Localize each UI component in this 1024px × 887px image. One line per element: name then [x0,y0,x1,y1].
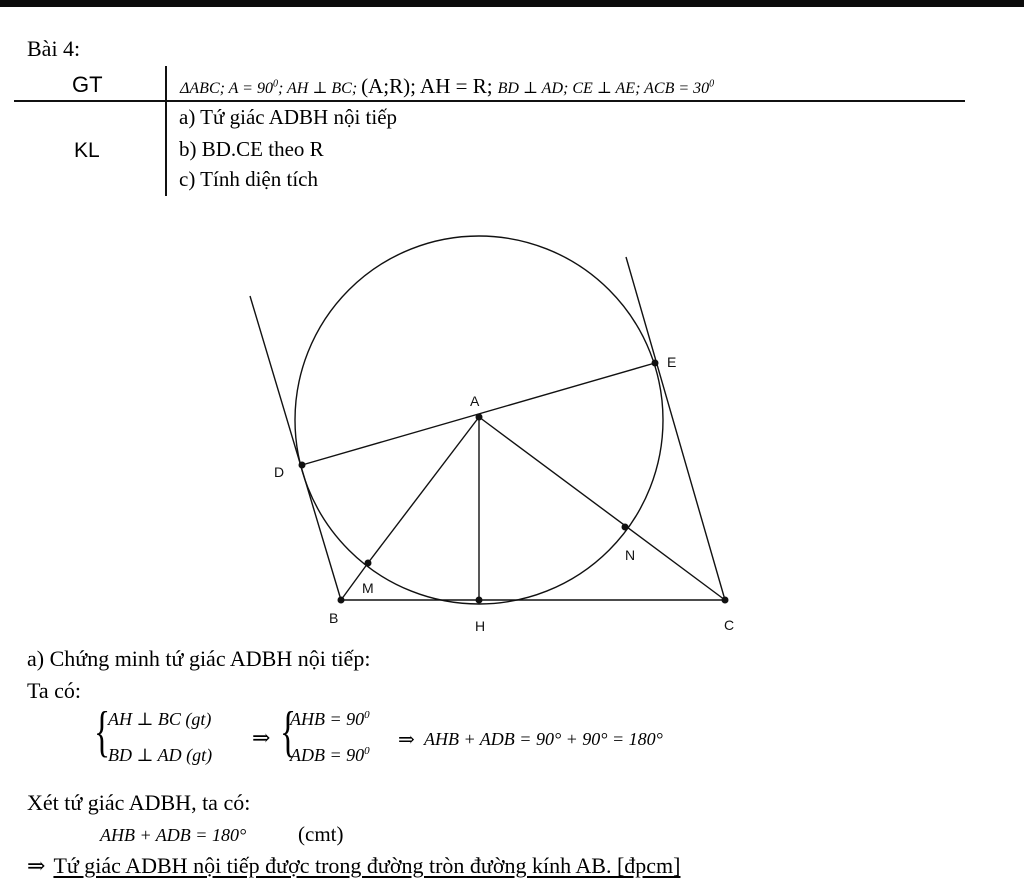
label-d: D [274,464,285,480]
segment-ac [479,417,725,600]
system1-line1: AH ⊥ BC (gt) [108,709,212,729]
conclusion-item-b: b) BD.CE theo R [179,137,324,161]
system-brace-right: { [280,701,297,763]
tangent-line-d [250,296,341,600]
system2-line2: ADB = $90^0$ [290,745,370,765]
angle-sum-result: AHB + ADB = 90° + 90° = 180° [424,729,663,749]
system2-line1: AHB = $90^0$ [290,709,370,729]
implies-arrow-conclusion: ⇒ [27,853,46,878]
conclusion-item-c: c) Tính diện tích [179,167,318,191]
label-e: E [667,354,677,370]
label-m: M [362,580,374,596]
point-a [476,414,483,421]
kl-label: KL [74,139,100,162]
problem-title: Bài 4: [27,36,81,61]
gt-right-angle: $A = 90^0$ [228,78,278,97]
solution-intro: Ta có: [27,678,82,703]
gt-bd-perp: BD ⊥ AD [497,80,563,97]
point-h [476,597,483,604]
point-e [652,360,659,367]
gt-angle-acb: ACB = $30^0$ [644,78,715,97]
point-b [338,597,345,604]
label-b: B [329,610,339,626]
angle-sum-equation: AHB + ADB = 180° [100,825,247,845]
system1-line2: BD ⊥ AD (gt) [108,745,213,765]
tangent-line-e [626,257,725,600]
solution-heading: a) Chứng minh tứ giác ADBH nội tiếp: [27,646,371,671]
point-d [299,462,306,469]
label-c: C [724,617,735,633]
gt-label: GT [72,72,103,97]
cmt-note: (cmt) [298,822,344,846]
conclusion-line [27,853,680,879]
label-n: N [625,547,636,563]
gt-circle: (A;R); AH = R; [361,74,493,98]
point-m [365,560,372,567]
system-brace-left: { [94,701,111,763]
label-h: H [475,618,486,634]
conclusion-text: Tứ giác ADBH nội tiếp được trong đường tròn đường kính AB. [đpcm] [53,853,681,878]
label-a: A [470,393,480,409]
point-n [622,524,629,531]
point-c [722,597,729,604]
gt-altitude: AH ⊥ BC [286,80,352,97]
gt-triangle: ΔABC [180,80,220,97]
segment-am [368,417,479,563]
gt-ce-perp: CE ⊥ AE [572,80,636,97]
implies-arrow-1: ⇒ [252,725,271,750]
conclusion-item-a: a) Tứ giác ADBH nội tiếp [179,105,398,129]
consider-quadrilateral: Xét tứ giác ADBH, ta có: [27,790,251,815]
given-hypotheses: ΔABC; $A = 90^0$; AH ⊥ BC; (A;R); AH = R; BD ⊥ AD; CE ⊥ AE; ACB = $30^0$ [180,74,715,98]
implies-arrow-2: ⇒ [398,729,415,751]
